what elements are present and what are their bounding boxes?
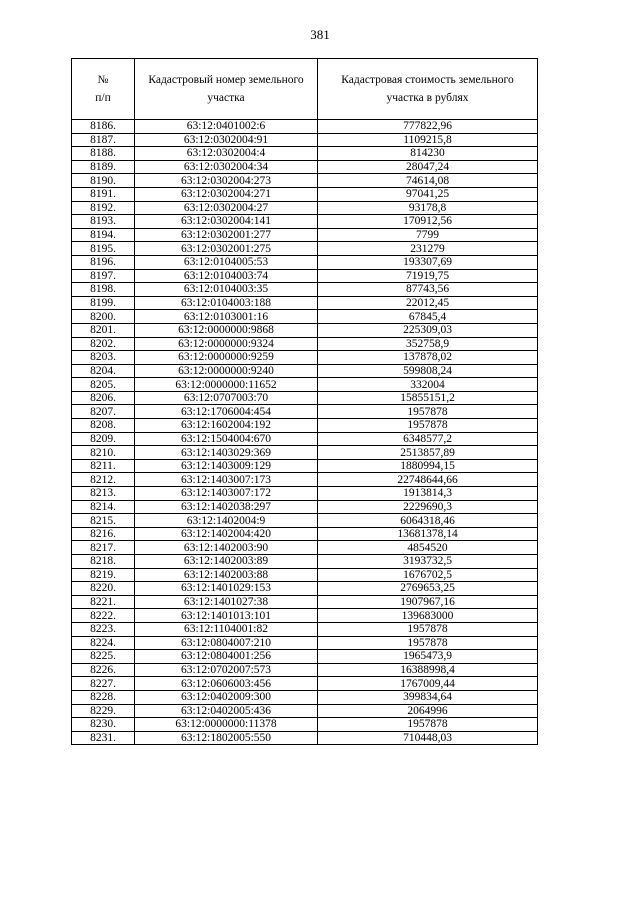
cadastral-number-cell: 63:12:0000000:11378	[135, 718, 318, 732]
header-cadastral-number-label: Кадастровый номер земельного участка	[148, 74, 304, 104]
row-number-cell: 8218.	[72, 555, 135, 569]
cadastral-value-cell: 6064318,46	[318, 514, 538, 528]
cadastral-value-cell: 814230	[318, 147, 538, 161]
table-row	[72, 242, 538, 256]
cadastral-number-cell: 63:12:1401013:101	[135, 609, 318, 623]
row-number-cell: 8222.	[72, 609, 135, 623]
cadastral-number-cell: 63:12:0000000:9259	[135, 351, 318, 365]
cadastral-value-cell: 97041,25	[318, 187, 538, 201]
cadastral-number-cell: 63:12:0000000:9868	[135, 323, 318, 337]
cadastral-number-cell: 63:12:0804001:256	[135, 650, 318, 664]
cadastral-value-table	[71, 58, 538, 745]
table-row	[72, 582, 538, 596]
table-row	[72, 228, 538, 242]
cadastral-value-cell: 137878,02	[318, 351, 538, 365]
table-row	[72, 527, 538, 541]
cadastral-value-cell: 1957878	[318, 419, 538, 433]
row-number-cell: 8227.	[72, 677, 135, 691]
cadastral-number-cell: 63:12:0104003:35	[135, 283, 318, 297]
table-row	[72, 337, 538, 351]
cadastral-value-cell: 1957878	[318, 622, 538, 636]
cadastral-number-cell: 63:12:0302004:271	[135, 187, 318, 201]
row-number-cell: 8197.	[72, 269, 135, 283]
cadastral-number-cell: 63:12:1402003:89	[135, 555, 318, 569]
cadastral-value-cell: 193307,69	[318, 255, 538, 269]
cadastral-number-cell: 63:12:0104005:53	[135, 255, 318, 269]
cadastral-value-cell: 7799	[318, 228, 538, 242]
cadastral-value-cell: 1880994,15	[318, 459, 538, 473]
table-row	[72, 405, 538, 419]
row-number-cell: 8187.	[72, 133, 135, 147]
cadastral-value-cell: 1676702,5	[318, 568, 538, 582]
row-number-cell: 8215.	[72, 514, 135, 528]
table-row	[72, 622, 538, 636]
cadastral-number-cell: 63:12:1706004:454	[135, 405, 318, 419]
row-number-cell: 8203.	[72, 351, 135, 365]
row-number-cell: 8190.	[72, 174, 135, 188]
table-row	[72, 174, 538, 188]
cadastral-value-cell: 225309,03	[318, 323, 538, 337]
cadastral-number-cell: 63:12:0000000:11652	[135, 378, 318, 392]
cadastral-number-cell: 63:12:0000000:9324	[135, 337, 318, 351]
row-number-cell: 8186.	[72, 120, 135, 134]
table-row	[72, 677, 538, 691]
table-row	[72, 323, 538, 337]
table-row	[72, 120, 538, 134]
row-number-cell: 8214.	[72, 500, 135, 514]
row-number-cell: 8226.	[72, 663, 135, 677]
cadastral-number-cell: 63:12:1401027:38	[135, 595, 318, 609]
cadastral-number-cell: 63:12:0302001:277	[135, 228, 318, 242]
table-row	[72, 514, 538, 528]
row-number-cell: 8201.	[72, 323, 135, 337]
cadastral-number-cell: 63:12:0707003:70	[135, 391, 318, 405]
cadastral-value-cell: 16388998,4	[318, 663, 538, 677]
table-row	[72, 147, 538, 161]
cadastral-number-cell: 63:12:0302004:4	[135, 147, 318, 161]
cadastral-number-cell: 63:12:1504004:670	[135, 432, 318, 446]
row-number-cell: 8213.	[72, 487, 135, 501]
table-row	[72, 378, 538, 392]
row-number-cell: 8209.	[72, 432, 135, 446]
cadastral-value-cell: 1767009,44	[318, 677, 538, 691]
row-number-cell: 8230.	[72, 718, 135, 732]
cadastral-number-cell: 63:12:0302004:27	[135, 201, 318, 215]
row-number-cell: 8193.	[72, 215, 135, 229]
cadastral-number-cell: 63:12:0104003:74	[135, 269, 318, 283]
cadastral-value-cell: 599808,24	[318, 364, 538, 378]
table-row	[72, 255, 538, 269]
row-number-cell: 8200.	[72, 310, 135, 324]
row-number-cell: 8217.	[72, 541, 135, 555]
table-row	[72, 731, 538, 745]
row-number-cell: 8221.	[72, 595, 135, 609]
table-row	[72, 541, 538, 555]
cadastral-number-cell: 63:12:0302001:275	[135, 242, 318, 256]
cadastral-number-cell: 63:12:1401029:153	[135, 582, 318, 596]
table-row	[72, 432, 538, 446]
table-row	[72, 215, 538, 229]
row-number-cell: 8216.	[72, 527, 135, 541]
row-number-cell: 8205.	[72, 378, 135, 392]
header-row	[72, 59, 538, 120]
row-number-cell: 8231.	[72, 731, 135, 745]
cadastral-number-cell: 63:12:0103001:16	[135, 310, 318, 324]
table-row	[72, 555, 538, 569]
page-number: 381	[310, 27, 330, 42]
cadastral-value-cell: 1957878	[318, 636, 538, 650]
table-row	[72, 704, 538, 718]
cadastral-number-cell: 63:12:1403007:172	[135, 487, 318, 501]
row-number-cell: 8188.	[72, 147, 135, 161]
row-number-cell: 8219.	[72, 568, 135, 582]
row-number-cell: 8212.	[72, 473, 135, 487]
header-number-label: № п/п	[95, 74, 111, 104]
table-row	[72, 446, 538, 460]
table-row	[72, 283, 538, 297]
table-row	[72, 500, 538, 514]
table-row	[72, 650, 538, 664]
row-number-cell: 8208.	[72, 419, 135, 433]
cadastral-value-cell: 1109215,8	[318, 133, 538, 147]
row-number-cell: 8195.	[72, 242, 135, 256]
row-number-cell: 8210.	[72, 446, 135, 460]
cadastral-value-cell: 67845,4	[318, 310, 538, 324]
cadastral-value-cell: 1965473,9	[318, 650, 538, 664]
cadastral-number-cell: 63:12:1403029:369	[135, 446, 318, 460]
header-cadastral-value	[318, 59, 538, 120]
row-number-cell: 8199.	[72, 296, 135, 310]
table-row	[72, 690, 538, 704]
cadastral-number-cell: 63:12:0402009:300	[135, 690, 318, 704]
table-row	[72, 364, 538, 378]
cadastral-value-cell: 1907967,16	[318, 595, 538, 609]
table-row	[72, 487, 538, 501]
table-row	[72, 663, 538, 677]
table-row	[72, 609, 538, 623]
cadastral-number-cell: 63:12:0302004:273	[135, 174, 318, 188]
cadastral-value-cell: 710448,03	[318, 731, 538, 745]
row-number-cell: 8192.	[72, 201, 135, 215]
cadastral-value-cell: 352758,9	[318, 337, 538, 351]
cadastral-number-cell: 63:12:1403007:173	[135, 473, 318, 487]
header-cadastral-number	[135, 59, 318, 120]
cadastral-value-cell: 74614,08	[318, 174, 538, 188]
table-header	[72, 59, 538, 120]
cadastral-value-cell: 4854520	[318, 541, 538, 555]
cadastral-number-cell: 63:12:1402004:9	[135, 514, 318, 528]
row-number-cell: 8194.	[72, 228, 135, 242]
table-row	[72, 187, 538, 201]
table-row	[72, 310, 538, 324]
cadastral-number-cell: 63:12:1602004:192	[135, 419, 318, 433]
table-row	[72, 133, 538, 147]
row-number-cell: 8211.	[72, 459, 135, 473]
cadastral-number-cell: 63:12:0401002:6	[135, 120, 318, 134]
table-row	[72, 636, 538, 650]
cadastral-value-cell: 28047,24	[318, 160, 538, 174]
cadastral-number-cell: 63:12:1402004:420	[135, 527, 318, 541]
cadastral-value-cell: 3193732,5	[318, 555, 538, 569]
cadastral-number-cell: 63:12:0000000:9240	[135, 364, 318, 378]
cadastral-number-cell: 63:12:1104001:82	[135, 622, 318, 636]
table-row	[72, 568, 538, 582]
cadastral-value-cell: 170912,56	[318, 215, 538, 229]
table-row	[72, 419, 538, 433]
table-row	[72, 718, 538, 732]
cadastral-value-cell: 1913814,3	[318, 487, 538, 501]
row-number-cell: 8229.	[72, 704, 135, 718]
cadastral-number-cell: 63:12:0104003:188	[135, 296, 318, 310]
cadastral-number-cell: 63:12:1402003:90	[135, 541, 318, 555]
cadastral-value-cell: 93178,8	[318, 201, 538, 215]
header-cadastral-value-label: Кадастровая стоимость земельного участка в рублях	[341, 74, 514, 104]
table-row	[72, 595, 538, 609]
table-row	[72, 296, 538, 310]
cadastral-number-cell: 63:12:0302004:141	[135, 215, 318, 229]
cadastral-value-cell: 22748644,66	[318, 473, 538, 487]
cadastral-number-cell: 63:12:0804007:210	[135, 636, 318, 650]
cadastral-number-cell: 63:12:0606003:456	[135, 677, 318, 691]
cadastral-value-cell: 2229690,3	[318, 500, 538, 514]
cadastral-number-cell: 63:12:1403009:129	[135, 459, 318, 473]
header-number	[72, 59, 135, 120]
cadastral-value-cell: 71919,75	[318, 269, 538, 283]
cadastral-number-cell: 63:12:0302004:91	[135, 133, 318, 147]
row-number-cell: 8198.	[72, 283, 135, 297]
table-row	[72, 201, 538, 215]
cadastral-value-cell: 777822,96	[318, 120, 538, 134]
cadastral-value-cell: 13681378,14	[318, 527, 538, 541]
table-body	[72, 120, 538, 745]
table-row	[72, 473, 538, 487]
row-number-cell: 8204.	[72, 364, 135, 378]
row-number-cell: 8228.	[72, 690, 135, 704]
row-number-cell: 8191.	[72, 187, 135, 201]
row-number-cell: 8223.	[72, 622, 135, 636]
cadastral-value-cell: 1957878	[318, 405, 538, 419]
cadastral-number-cell: 63:12:0302004:34	[135, 160, 318, 174]
cadastral-value-cell: 139683000	[318, 609, 538, 623]
cadastral-value-cell: 399834,64	[318, 690, 538, 704]
cadastral-value-cell: 2064996	[318, 704, 538, 718]
row-number-cell: 8189.	[72, 160, 135, 174]
cadastral-value-cell: 6348577,2	[318, 432, 538, 446]
table-row	[72, 160, 538, 174]
row-number-cell: 8206.	[72, 391, 135, 405]
cadastral-number-cell: 63:12:1802005:550	[135, 731, 318, 745]
row-number-cell: 8202.	[72, 337, 135, 351]
cadastral-number-cell: 63:12:0402005:436	[135, 704, 318, 718]
cadastral-value-cell: 1957878	[318, 718, 538, 732]
row-number-cell: 8207.	[72, 405, 135, 419]
cadastral-value-cell: 87743,56	[318, 283, 538, 297]
table-row	[72, 459, 538, 473]
cadastral-value-cell: 332004	[318, 378, 538, 392]
cadastral-number-cell: 63:12:0702007:573	[135, 663, 318, 677]
row-number-cell: 8220.	[72, 582, 135, 596]
row-number-cell: 8225.	[72, 650, 135, 664]
cadastral-value-cell: 231279	[318, 242, 538, 256]
cadastral-value-cell: 22012,45	[318, 296, 538, 310]
cadastral-value-cell: 2769653,25	[318, 582, 538, 596]
table-row	[72, 269, 538, 283]
cadastral-number-cell: 63:12:1402038:297	[135, 500, 318, 514]
row-number-cell: 8224.	[72, 636, 135, 650]
table-row	[72, 391, 538, 405]
table-row	[72, 351, 538, 365]
cadastral-value-cell: 2513857,89	[318, 446, 538, 460]
cadastral-number-cell: 63:12:1402003:88	[135, 568, 318, 582]
row-number-cell: 8196.	[72, 255, 135, 269]
cadastral-value-cell: 15855151,2	[318, 391, 538, 405]
